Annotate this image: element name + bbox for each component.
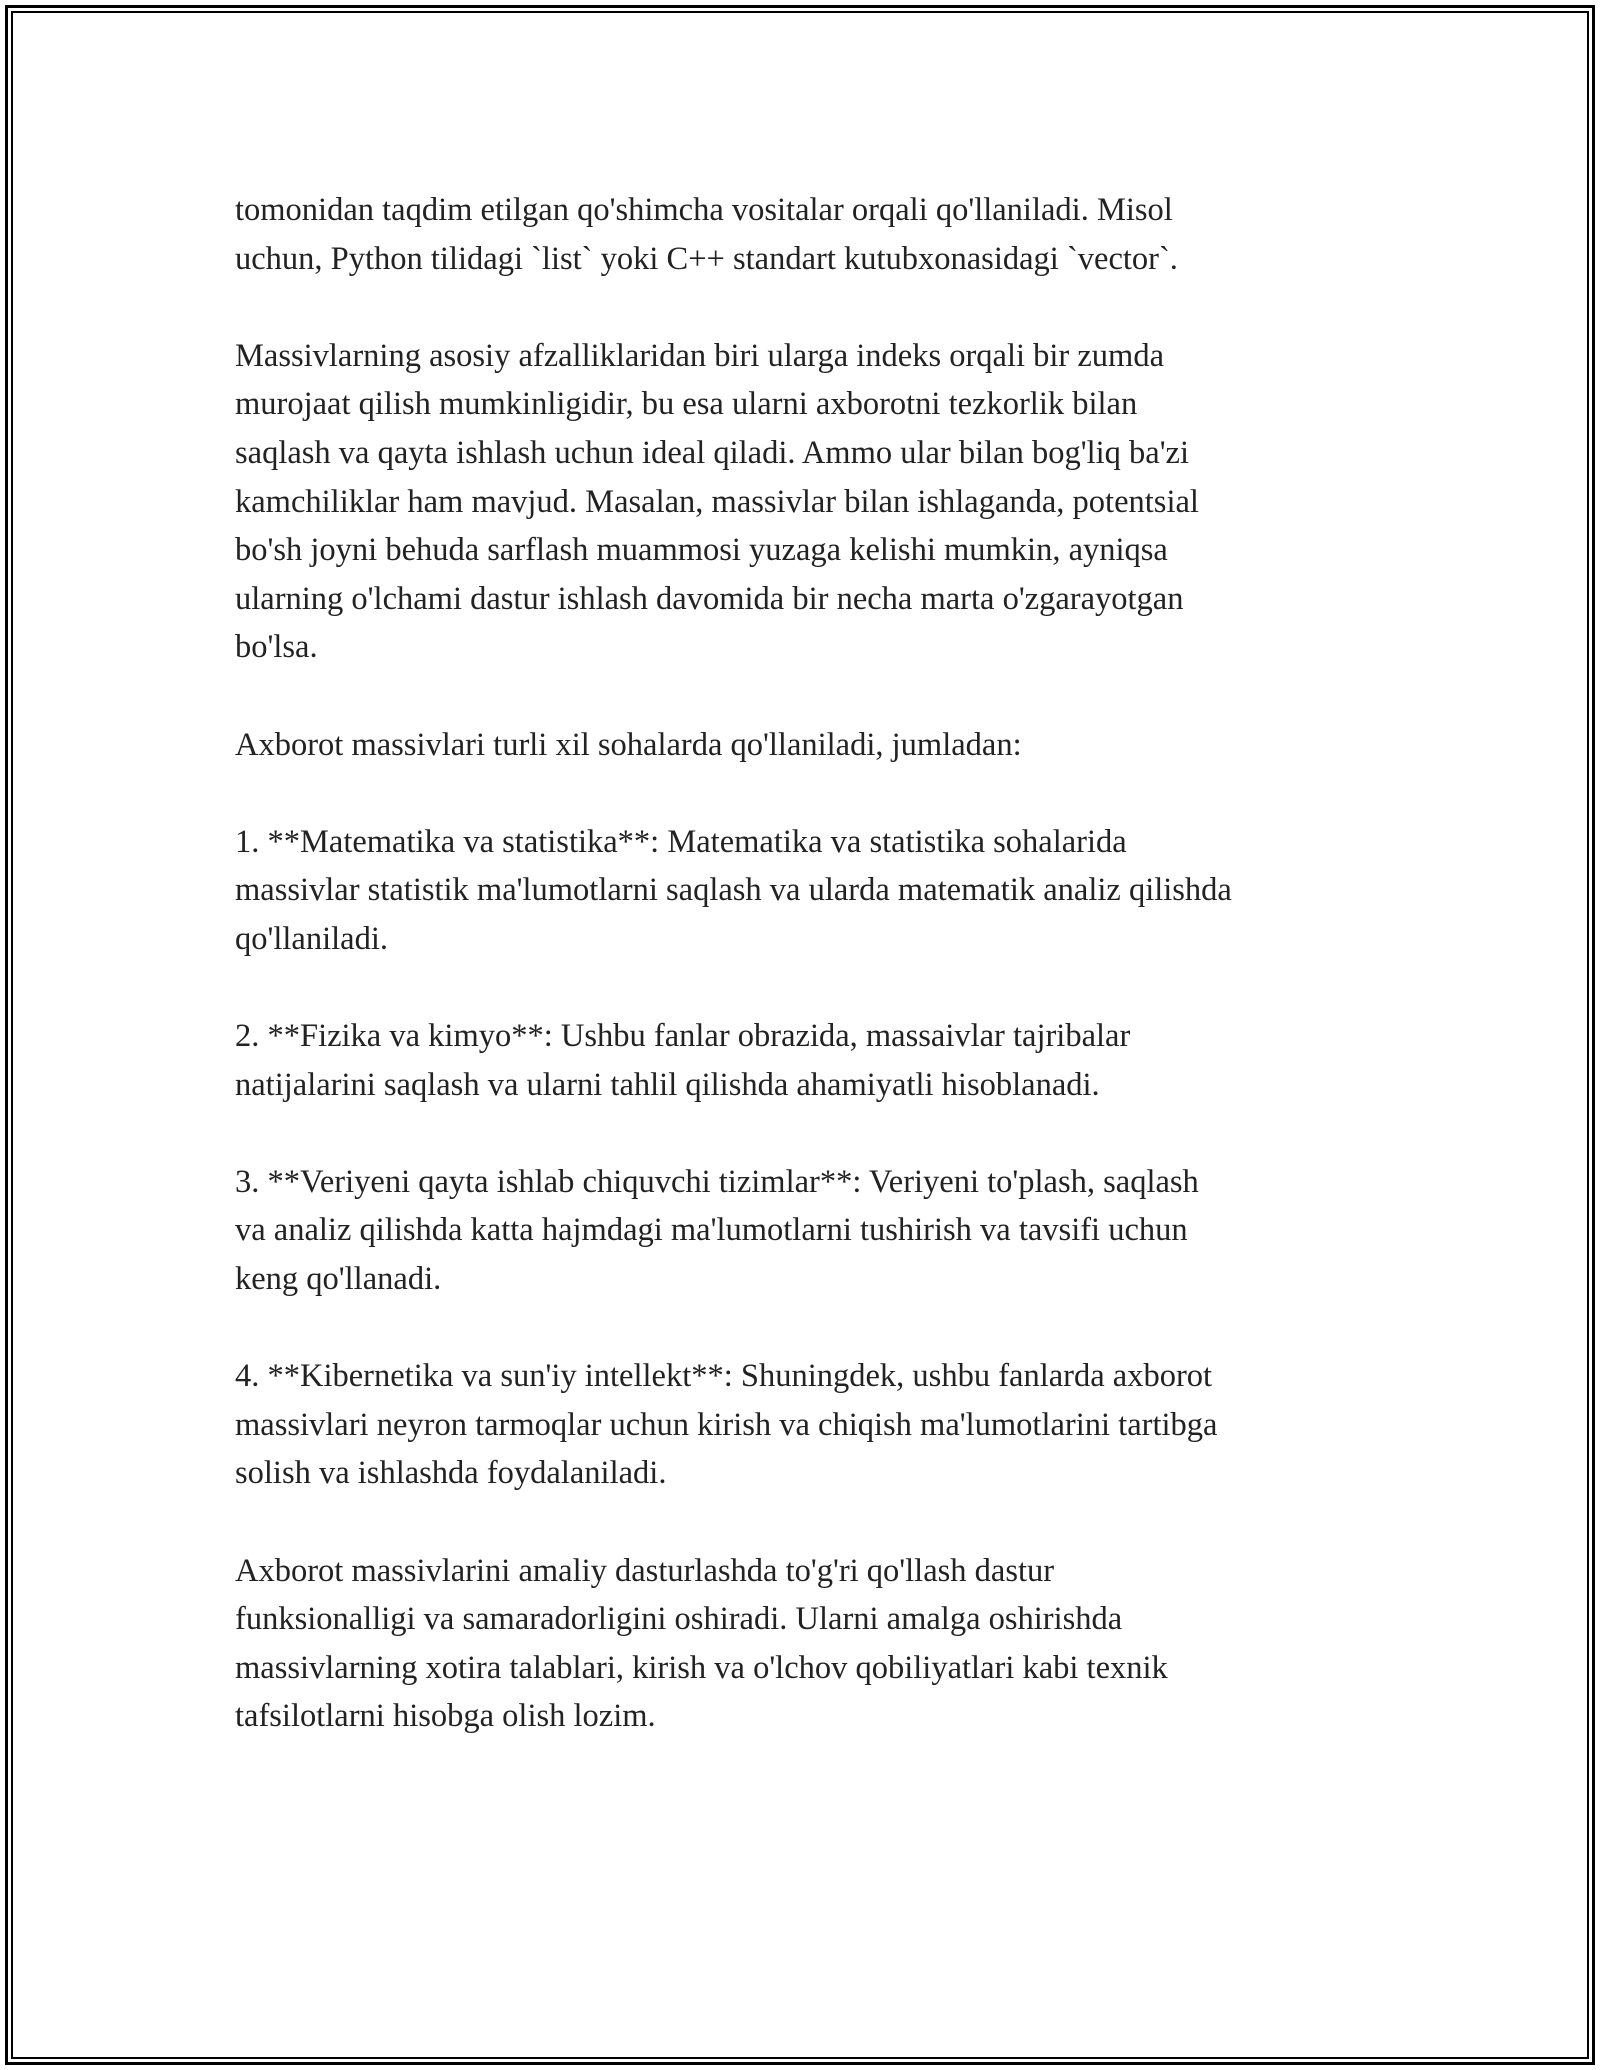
paragraph-advantages: Massivlarning asosiy afzalliklaridan biri ularga indeks orqali bir zumda murojaat qilish mumkinligidir, bu esa ularni axborotni tezkorlik bilan saqlash va qayta ishlash uchun ideal qiladi. Ammo ular bilan bog'liq ba'zi kamchiliklar ham mavjud. Masalan, massivlar bilan ishlaganda, potentsial bo'sh joyni behuda sarflash muammosi yuzaga kelishi mumkin, ayniqsa ularning o'lchami dastur ishlash davomida bir necha marta o'zgarayotgan bo'lsa. <box>235 337 1199 666</box>
paragraph-conclusion: Axborot massivlarini amaliy dasturlashda to'g'ri qo'llash dastur funksionalligi va samaradorligini oshiradi. Ularni amalga oshirishda massivlarning xotira talablari, kirish va o'lchov qobiliyatlari kabi texnik tafsilotlarni hisobga olish lozim. <box>235 1552 1168 1735</box>
list-item-mathematics: 1. **Matematika va statistika**: Matematika va statistika sohalarida massivlar statistik ma'lumotlarni saqlash va ularda matematik analiz qilishda qo'llaniladi. <box>235 823 1232 957</box>
list-item-physics: 2. **Fizika va kimyo**: Ushbu fanlar obrazida, massaivlar tajribalar natijalarini saqlash va ularni tahlil qilishda ahamiyatli hisoblanadi. <box>235 1018 1131 1103</box>
document-body <box>235 186 1375 1790</box>
paragraph-applications-intro: Axborot massivlari turli xil sohalarda qo'llaniladi, jumladan: <box>235 726 1022 763</box>
list-item-cybernetics: 4. **Kibernetika va sun'iy intellekt**: Shuningdek, ushbu fanlarda axborot massivlari neyron tarmoqlar uchun kirish va chiqish ma'lumotlarini tartibga solish va ishlashda foydalaniladi. <box>235 1358 1218 1492</box>
list-item-data-processing: 3. **Veriyeni qayta ishlab chiquvchi tizimlar**: Veriyeni to'plash, saqlash va analiz qilishda katta hajmdagi ma'lumotlarni tushirish va tavsifi uchun keng qo'llanadi. <box>235 1163 1199 1298</box>
paragraph-intro-continuation: tomonidan taqdim etilgan qo'shimcha vositalar orqali qo'llaniladi. Misol uchun, Python tilidagi `list` yoki C++ standart kutubxonasidagi `vector`. <box>235 192 1178 277</box>
